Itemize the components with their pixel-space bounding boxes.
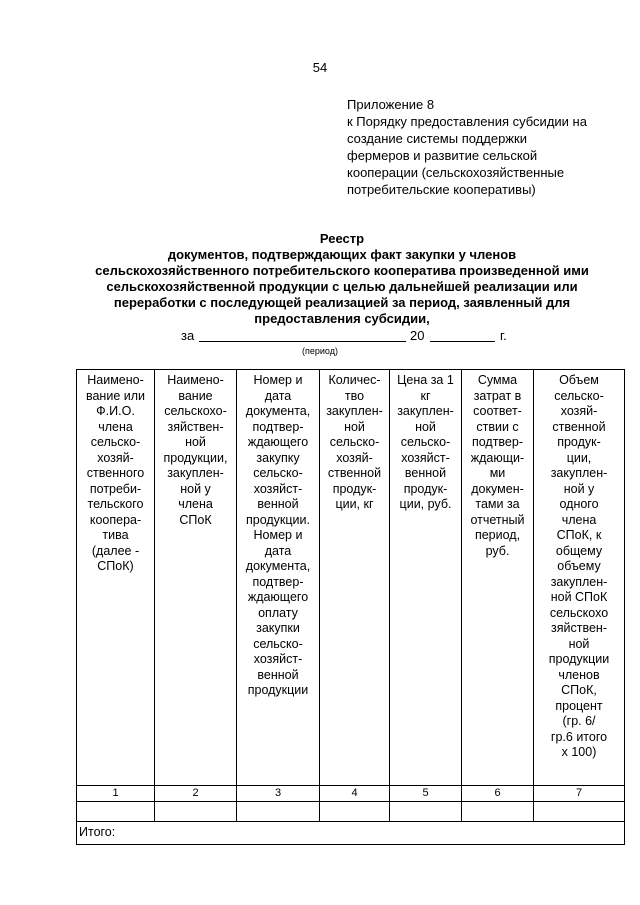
header-line: ной у [180, 481, 211, 496]
header-line: период, [474, 528, 521, 542]
title-line: предоставления субсидии, [254, 311, 430, 326]
title-line: документов, подтверждающих факт закупки у членов [167, 247, 517, 262]
header-line: вание или [85, 388, 146, 403]
header-line: продукции [247, 683, 309, 697]
header-line: (гр. 6/ [562, 714, 596, 728]
table-cell[interactable] [534, 802, 625, 822]
header-line: зяйствен- [551, 621, 607, 635]
column-number: 2 [155, 786, 237, 802]
appendix-line: потребительские кооперативы) [347, 182, 536, 197]
header-line: зяйствен- [167, 419, 224, 434]
header-line: коопера- [89, 512, 142, 527]
appendix-line: фермеров и развитие сельской [347, 148, 538, 163]
header-line: ции, руб. [399, 497, 452, 511]
header-row [77, 370, 625, 786]
title-line: сельскохозяйственной продукции с целью дальнейшей реализации или [106, 279, 578, 294]
header-line: документа, [245, 404, 311, 418]
header-line: отчетный [470, 512, 525, 527]
header-line: документа, [245, 559, 311, 573]
header-line: члена [98, 419, 133, 434]
header-line: ждающего [247, 590, 309, 604]
header-line: Сумма [477, 373, 518, 387]
header-line: Ф.И.О. [96, 404, 135, 418]
header-line: вание [178, 388, 213, 403]
header-line: дата [264, 543, 292, 558]
header-line: сельско- [253, 636, 303, 651]
header-line: сельскохо- [164, 404, 227, 418]
header-line: закуплен- [167, 466, 224, 480]
header-line: закупку [256, 450, 300, 465]
header-line: Наимено- [167, 373, 224, 387]
header-line: одного [559, 497, 599, 511]
appendix-line: к Порядку предоставления субсидии на [347, 114, 587, 129]
header-line: венной [404, 466, 447, 480]
page-number: 54 [312, 60, 328, 75]
table-cell[interactable] [320, 802, 390, 822]
header-line: членов [558, 667, 600, 682]
header-line: продук- [557, 435, 601, 449]
header-line: продукции. [245, 512, 310, 527]
header-line: докумен- [471, 481, 524, 496]
column-number: 1 [77, 786, 155, 802]
header-line: хозяй- [336, 450, 373, 465]
header-line: ственной [327, 466, 382, 480]
header-line: хозяйст- [401, 450, 450, 465]
column-number: 6 [462, 786, 534, 802]
header-line: продук- [332, 481, 377, 496]
total-row [77, 822, 625, 845]
header-line: Количес- [328, 373, 381, 387]
header-cell [77, 370, 155, 786]
period-year-blank-field[interactable] [430, 341, 495, 342]
header-line: ждающи- [470, 450, 525, 465]
header-line: ждающего [247, 435, 309, 449]
column-number: 7 [534, 786, 625, 802]
header-cell [237, 370, 320, 786]
header-line: хозяйст- [253, 652, 303, 666]
period-caption: (период) [302, 346, 338, 356]
header-line: закуплен- [550, 574, 608, 589]
header-line: Наимено- [87, 373, 144, 387]
header-line: ной [568, 636, 590, 651]
appendix-line: Приложение 8 [347, 97, 435, 112]
header-line: затрат в [473, 388, 522, 403]
header-cell [390, 370, 462, 786]
header-line: общему [555, 543, 603, 558]
column-number: 5 [390, 786, 462, 802]
header-cell [462, 370, 534, 786]
header-cell [320, 370, 390, 786]
header-line: ственного [86, 466, 145, 480]
period-blank-field[interactable] [199, 341, 406, 342]
header-line: продукции, [163, 450, 228, 465]
total-label: Итого: [77, 822, 625, 845]
header-line: кг [420, 388, 431, 403]
header-line: хозяй- [560, 404, 598, 418]
header-line: объему [557, 559, 601, 573]
empty-data-row [77, 802, 625, 822]
header-line: ной [344, 419, 365, 434]
header-line: подтвер- [471, 435, 524, 449]
appendix-reference [347, 96, 617, 198]
header-line: закуплен- [550, 466, 608, 480]
column-number: 4 [320, 786, 390, 802]
header-line: соответ- [473, 404, 522, 418]
header-line: сельско- [329, 435, 380, 449]
header-line: закуплен- [397, 404, 454, 418]
title-line: сельскохозяйственного потребительского кооператива произведенной ими [95, 263, 589, 278]
document-title [60, 231, 624, 327]
header-line: ми [489, 466, 506, 480]
header-line: Цена за 1 [397, 373, 454, 387]
table-cell[interactable] [77, 802, 155, 822]
header-line: ственной [552, 419, 606, 434]
header-line: тво [344, 388, 365, 403]
header-line: Объем [559, 373, 599, 387]
header-line: венной [257, 667, 299, 682]
header-line: венной [257, 497, 299, 511]
header-line: СПоК, [561, 683, 597, 697]
header-line: Номер и [253, 373, 303, 387]
header-line: х 100) [561, 745, 597, 759]
table-cell[interactable] [155, 802, 237, 822]
header-line: сельско- [90, 435, 141, 449]
header-line: закуплен- [326, 404, 383, 418]
header-line: члена [561, 512, 597, 527]
header-line: сельско- [400, 435, 451, 449]
header-line: ной у [563, 481, 595, 496]
header-line: СПоК, к [556, 528, 602, 542]
header-line: хозяйст- [253, 481, 303, 496]
header-line: сельскохо [549, 605, 609, 620]
registry-table [76, 369, 625, 845]
header-line: оплату [258, 605, 298, 620]
period-prefix: за [181, 328, 195, 343]
header-line: процент [555, 698, 603, 713]
period-year-prefix: 20 [410, 328, 425, 343]
header-line: дата [264, 388, 292, 403]
header-line: сельско- [554, 388, 604, 403]
appendix-line: создание системы поддержки [347, 131, 527, 146]
header-line: тельского [87, 497, 144, 511]
header-line: продук- [403, 481, 448, 496]
header-line: продукции [548, 652, 610, 666]
header-line: гр.6 итого [550, 729, 608, 744]
header-line: Номер и [253, 528, 303, 542]
header-line: сельско- [253, 466, 303, 480]
table-cell[interactable] [237, 802, 320, 822]
header-line: члена [178, 497, 213, 511]
header-line: (далее - [91, 543, 140, 558]
header-line: подтвер- [252, 574, 304, 589]
appendix-line: кооперации (сельскохозяйственные [347, 165, 565, 180]
column-number: 3 [237, 786, 320, 802]
header-cell [534, 370, 625, 786]
title-line: переработки с последующей реализацией за период, заявленный для [113, 295, 571, 310]
title-heading: Реестр [319, 231, 365, 246]
header-line: потреби- [89, 481, 142, 496]
header-cell [155, 370, 237, 786]
header-line: ной СПоК [550, 590, 608, 604]
header-line: хозяй- [97, 450, 134, 465]
header-line: СПоК) [97, 559, 134, 573]
header-line: СПоК [179, 512, 212, 527]
header-line: руб. [485, 543, 510, 558]
header-line: ствии с [476, 419, 519, 434]
header-line: ции, кг [335, 497, 374, 511]
header-line: подтвер- [252, 419, 304, 434]
column-number-row [77, 786, 625, 802]
header-line: закупки [256, 621, 300, 635]
table-cell[interactable] [462, 802, 534, 822]
table-cell[interactable] [390, 802, 462, 822]
header-line: тами за [475, 497, 520, 511]
header-line: ной [185, 435, 206, 449]
period-suffix: г. [500, 328, 507, 343]
header-line: тива [102, 528, 129, 542]
header-line: ной [415, 419, 436, 434]
header-line: ции, [566, 450, 592, 465]
